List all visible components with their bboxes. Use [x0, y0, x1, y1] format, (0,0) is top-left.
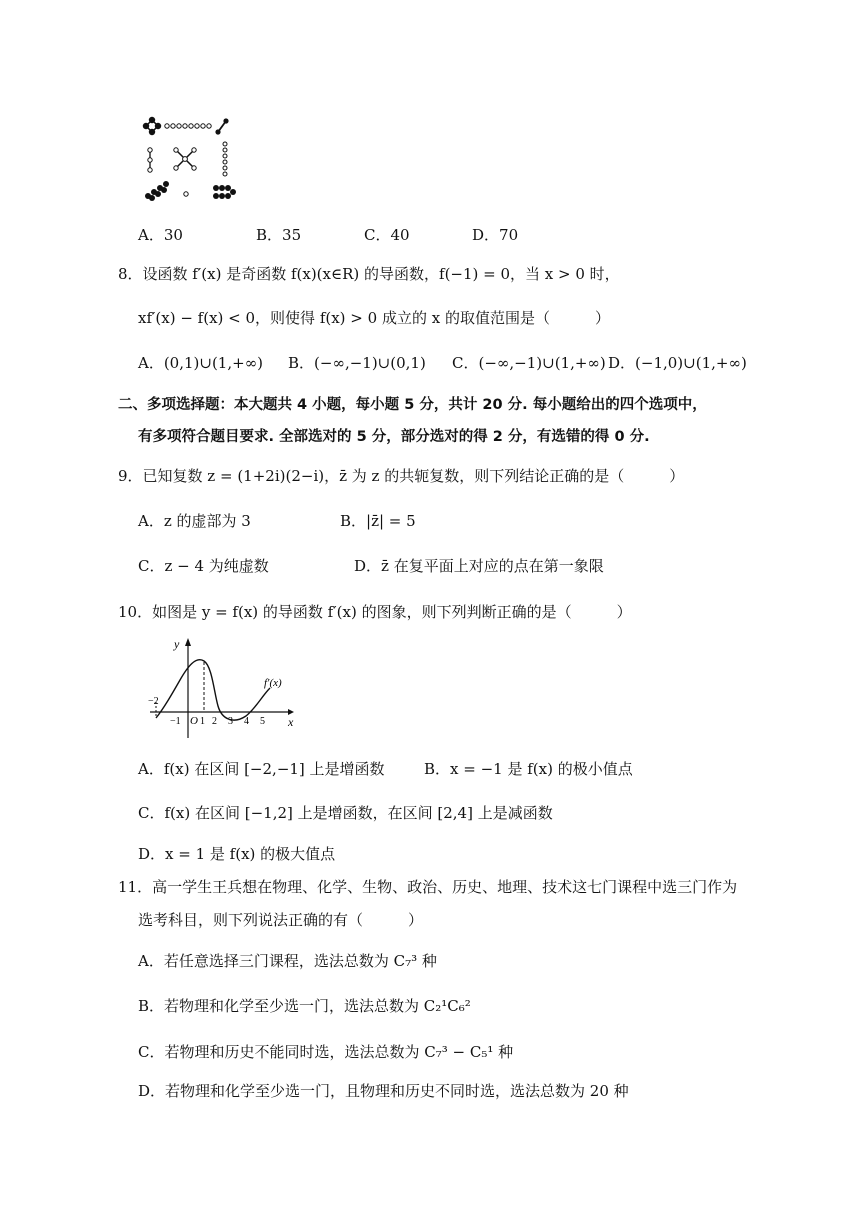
graph-y-label: y [174, 637, 180, 651]
graph-tick-3: 3 [228, 716, 233, 727]
q7-option-a[interactable]: A．30 [138, 226, 183, 244]
q11-stem-line2: 选考科目，则下列说法正确的有（ ） [138, 911, 424, 929]
graph-curve-label: f′(x) [264, 677, 282, 689]
q8-option-b[interactable]: B．(−∞,−1)∪(0,1) [288, 354, 426, 372]
q11-option-a[interactable]: A．若任意选择三门课程，选法总数为 C₇³ 种 [138, 952, 437, 970]
q9-stem: 9．已知复数 z = (1+2i)(2−i)，z̄ 为 z 的共轭复数，则下列结论正确的是（ ） [118, 467, 685, 485]
graph-tick-1: 1 [200, 716, 205, 727]
graph-tick-4: 4 [244, 716, 249, 727]
q11-option-d[interactable]: D．若物理和化学至少选一门，且物理和历史不同时选，选法总数为 20 种 [138, 1082, 629, 1100]
q9-option-b[interactable]: B．|z̄| = 5 [340, 512, 416, 530]
q8-option-d[interactable]: D．(−1,0)∪(1,+∞) [608, 354, 747, 372]
graph-origin-label: O [190, 715, 198, 727]
q8-stem-line1: 8．设函数 f′(x) 是奇函数 f(x)(x∈R) 的导函数，f(−1) = 0，当 x > 0 时， [118, 265, 620, 283]
q10-option-b[interactable]: B．x = −1 是 f(x) 的极小值点 [424, 760, 633, 778]
q8-stem-line2: xf′(x) − f(x) < 0，则使得 f(x) > 0 成立的 x 的取值范围是（ ） [138, 309, 610, 327]
q11-option-b[interactable]: B．若物理和化学至少选一门，选法总数为 C₂¹C₆² [138, 997, 471, 1015]
graph-tick-neg2: −2 [148, 696, 159, 707]
graph-x-label: x [288, 715, 294, 729]
section2-heading-line2: 有多项符合题目要求. 全部选对的 5 分，部分选对的得 2 分，有选错的得 0 分. [138, 429, 650, 445]
q10-option-c[interactable]: C．f(x) 在区间 [−1,2] 上是增函数，在区间 [2,4] 上是减函数 [138, 804, 553, 822]
q7-figure [138, 112, 238, 204]
q10-derivative-graph [146, 634, 296, 742]
q7-option-d[interactable]: D．70 [472, 226, 519, 244]
q11-option-c[interactable]: C．若物理和历史不能同时选，选法总数为 C₇³ − C₅¹ 种 [138, 1043, 514, 1061]
graph-tick-5: 5 [260, 716, 265, 727]
graph-tick-2: 2 [212, 716, 217, 727]
section2-heading-line1: 二、多项选择题：本大题共 4 小题，每小题 5 分，共计 20 分. 每小题给出的四个选项中， [118, 397, 707, 413]
q8-option-a[interactable]: A．(0,1)∪(1,+∞) [138, 354, 264, 372]
q9-option-d[interactable]: D．z̄ 在复平面上对应的点在第一象限 [354, 557, 604, 575]
q7-option-b[interactable]: B．35 [256, 226, 302, 244]
q10-option-d[interactable]: D．x = 1 是 f(x) 的极大值点 [138, 845, 336, 863]
q9-option-a[interactable]: A．z 的虚部为 3 [138, 512, 251, 530]
q10-option-a[interactable]: A．f(x) 在区间 [−2,−1] 上是增函数 [138, 760, 385, 778]
graph-tick-neg1: −1 [170, 716, 181, 727]
q7-option-c[interactable]: C．40 [364, 226, 410, 244]
q11-stem-line1: 11．高一学生王兵想在物理、化学、生物、政治、历史、地理、技术这七门课程中选三门作为 [118, 878, 738, 896]
q8-option-c[interactable]: C．(−∞,−1)∪(1,+∞) [452, 354, 606, 372]
q10-stem: 10．如图是 y = f(x) 的导函数 f′(x) 的图象，则下列判断正确的是（ ） [118, 603, 632, 621]
q9-option-c[interactable]: C．z − 4 为纯虚数 [138, 557, 269, 575]
